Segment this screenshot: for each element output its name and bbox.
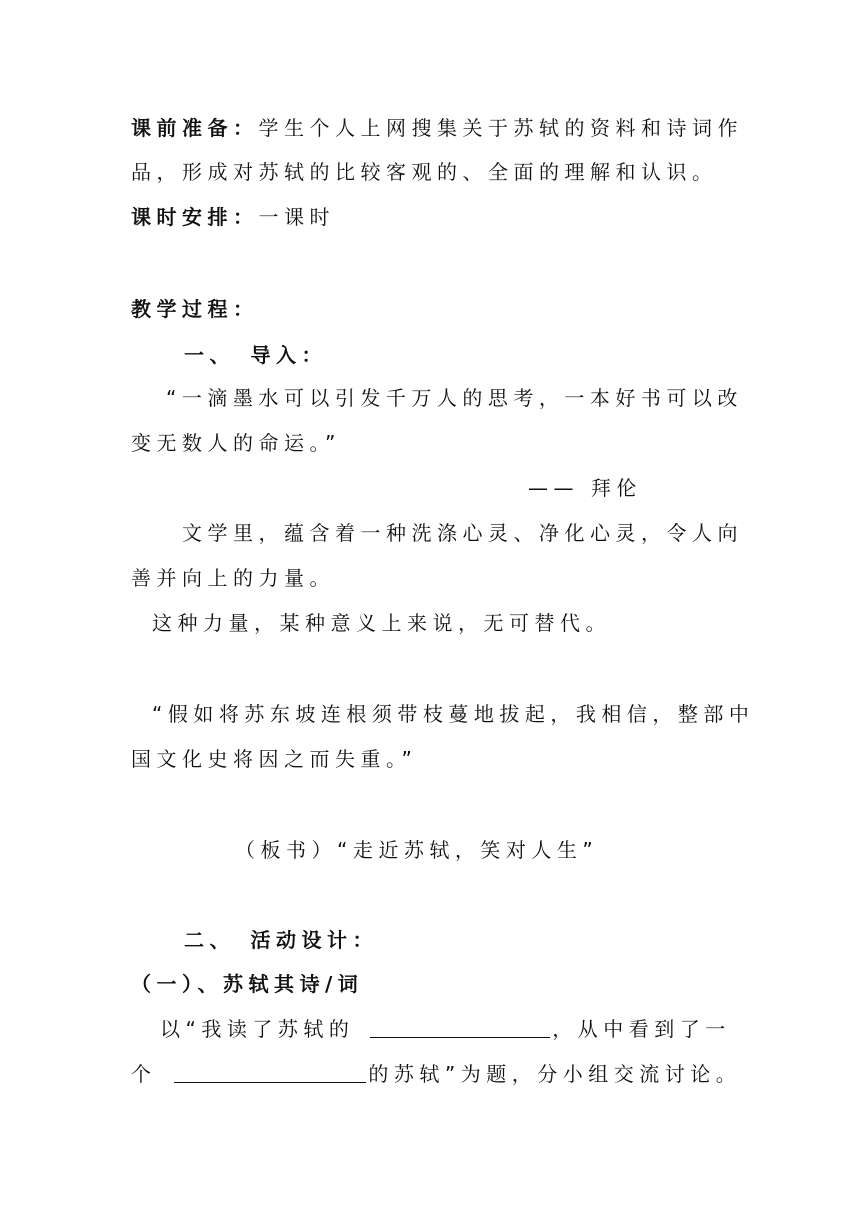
task-line-2 bbox=[131, 1062, 741, 1086]
para2: 这种力量，某种意义上来说，无可替代。 bbox=[152, 611, 611, 635]
quote1-line-2: 变无数人的命运。” bbox=[131, 431, 341, 455]
para1-line-2: 善并向上的力量。 bbox=[131, 566, 335, 590]
quote2-line-2: 国文化史将因之而失重。” bbox=[131, 747, 418, 771]
process-heading: 教学过程： bbox=[131, 297, 259, 321]
prep-label: 课前准备： bbox=[131, 116, 259, 140]
quote1-line-1: “一滴墨水可以引发千万人的思考，一本好书可以改 bbox=[166, 386, 743, 410]
prep-text-2: 品，形成对苏轼的比较客观的、全面的理解和认识。 bbox=[131, 160, 718, 184]
task-line-1 bbox=[160, 1017, 731, 1041]
schedule-label: 课时安排： bbox=[131, 205, 259, 229]
prep-text-1: 学生个人上网搜集关于苏轼的资料和诗词作 bbox=[258, 116, 743, 140]
task-text-1a: 以“我读了苏轼的 bbox=[160, 1017, 355, 1041]
sub-heading-poems: （一）、苏轼其诗/词 bbox=[131, 972, 364, 996]
quote2-line-1: “假如将苏东坡连根须带枝蔓地拔起，我相信，整部中 bbox=[152, 702, 755, 726]
section1-heading: 一、 导入： bbox=[184, 343, 327, 367]
section2-heading: 二、 活动设计： bbox=[184, 928, 378, 952]
prep-line-1 bbox=[131, 116, 743, 140]
task-text-2a: 个 bbox=[131, 1062, 157, 1086]
fill-blank-1[interactable] bbox=[370, 1017, 550, 1038]
task-text-1b: ，从中看到了一 bbox=[552, 1017, 731, 1041]
fill-blank-2[interactable] bbox=[174, 1062, 366, 1083]
board-text: （板书）“走近苏轼，笑对人生” bbox=[235, 838, 599, 862]
schedule-line bbox=[131, 205, 335, 229]
task-text-2b: 的苏轼”为题，分小组交流讨论。 bbox=[368, 1062, 742, 1086]
quote1-attribution: —— 拜伦 bbox=[528, 476, 642, 500]
schedule-text: 一课时 bbox=[258, 205, 335, 229]
para1-line-1: 文学里，蕴含着一种洗涤心灵、净化心灵，令人向 bbox=[182, 521, 743, 545]
